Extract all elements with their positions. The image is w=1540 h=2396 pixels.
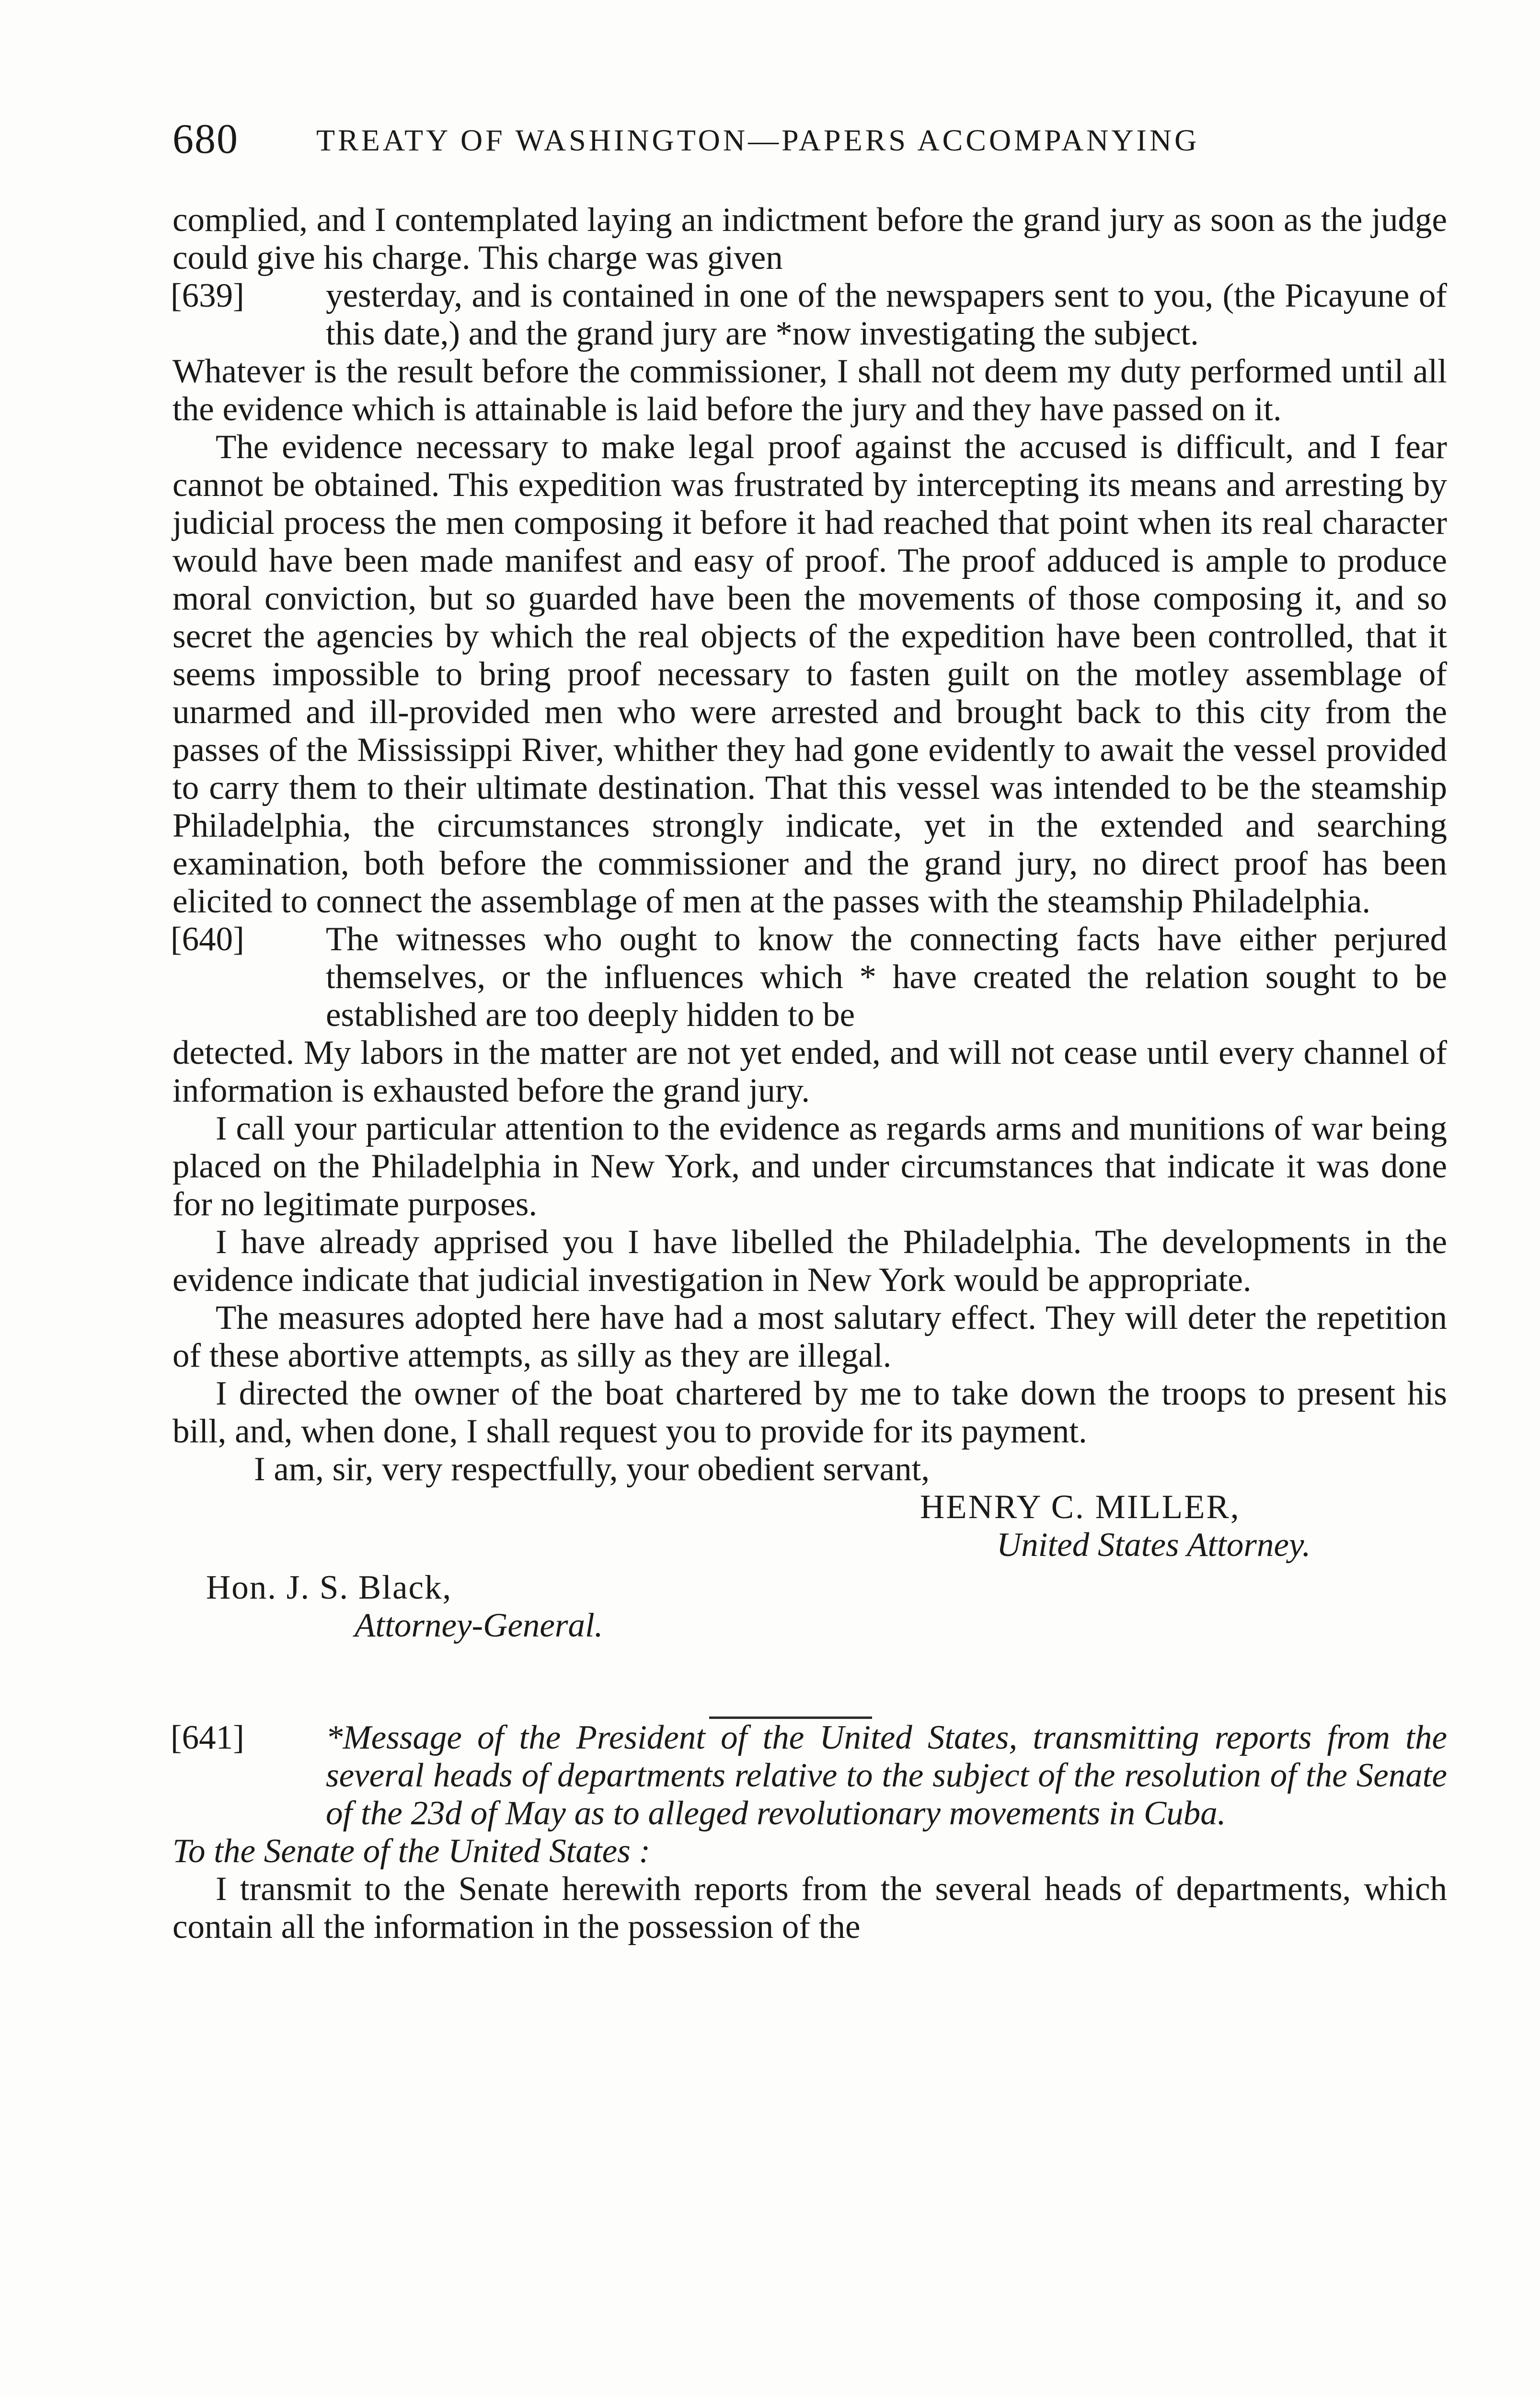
paragraph-6: The measures adopted here have had a most salutary effect. They will deter the repetition of these abortive attempts, as silly as they are illegal.	[172, 1299, 1447, 1374]
message-salutation: To the Senate of the United States :	[172, 1832, 651, 1870]
paragraph-4: I call your particular attention to the evidence as regards arms and munitions of war being placed on the Philadelphia in New York, and under circumstances that indicate it was done for no legitimate purposes.	[172, 1110, 1447, 1223]
message-body: I transmit to the Senate herewith reports from the several heads of departments, which contain all the information in the possession of the	[172, 1870, 1447, 1946]
signature-title: United States Attorney.	[997, 1526, 1311, 1564]
paragraph-3a	[172, 921, 1447, 1034]
message-heading	[172, 1719, 1447, 1832]
margin-page-marker: [641]	[171, 1719, 244, 1756]
page-header	[172, 115, 1399, 168]
body-text	[172, 201, 1447, 1946]
signature-closing: I am, sir, very respectfully, your obedient servant,	[254, 1451, 930, 1488]
margin-page-marker: [639]	[171, 277, 244, 314]
paragraph-3a-text: The witnesses who ought to know the connecting facts have either perjured themselves, or the influences which * have created the relation sought to be established are too deeply hidden to be	[326, 921, 1447, 1034]
page-number: 680	[172, 116, 239, 162]
paragraph-5: I have already apprised you I have libelled the Philadelphia. The developments in the evidence indicate that judicial investigation in New York would be appropriate.	[172, 1223, 1447, 1299]
paragraph-2: The evidence necessary to make legal proof against the accused is difficult, and I fear cannot be obtained. This expedition was frustrated by intercepting its means and arresting by judicial process the men composing it before it had reached that point when its real character would have been made manifest and easy of proof. The proof adduced is ample to produce moral conviction, but so guarded have been the movements of those composing it, and so secret the agencies by which the real objects of the expedition have been controlled, that it seems impossible to bring proof necessary to fasten guilt on the motley assemblage of unarmed and ill-provided men who were arrested and brought back to this city from the passes of the Mississippi River, whither they had gone evidently to await the vessel provided to carry them to their ultimate destination. That this vessel was intended to be the steamship Philadelphia, the circumstances strongly indicate, yet in the extended and searching examination, both before the commissioner and the grand jury, no direct proof has been elicited to connect the assemblage of men at the passes with the steamship Philadelphia.	[172, 428, 1447, 920]
paragraph-7: I directed the owner of the boat chartered by me to take down the troops to present his bill, and, when done, I shall request you to provide for its payment.	[172, 1375, 1447, 1450]
signature-name: HENRY C. MILLER,	[920, 1488, 1241, 1526]
signature-block	[172, 1451, 1447, 1564]
margin-page-marker: [640]	[171, 921, 244, 958]
running-head: TREATY OF WASHINGTON—PAPERS ACCOMPANYING	[316, 123, 1200, 157]
paragraph-1c: Whatever is the result before the commissioner, I shall not deem my duty performed until all the evidence which is attainable is laid before the jury and they have passed on it.	[172, 353, 1447, 428]
message-heading-text: *Message of the President of the United States, transmitting reports from the several heads of departments relative to the subject of the resolution of the Senate of the 23d of May as to alleged revolutionary movements in Cuba.	[326, 1719, 1447, 1832]
addressee-name: Hon. J. S. Black,	[206, 1569, 452, 1606]
addressee-title: Attorney-General.	[355, 1607, 603, 1644]
paragraph-3b: detected. My labors in the matter are not yet ended, and will not cease until every channel of information is exhausted before the grand jury.	[172, 1034, 1447, 1109]
paragraph-1b-text: yesterday, and is contained in one of the newspapers sent to you, (the Picayune of this date,) and the grand jury are *now investigating the subject.	[326, 277, 1447, 352]
paragraph-1a: complied, and I contemplated laying an indictment before the grand jury as soon as the judge could give his charge. This charge was given	[172, 201, 1447, 276]
paragraph-1b	[172, 277, 1447, 353]
addressee-block	[172, 1569, 1447, 1645]
